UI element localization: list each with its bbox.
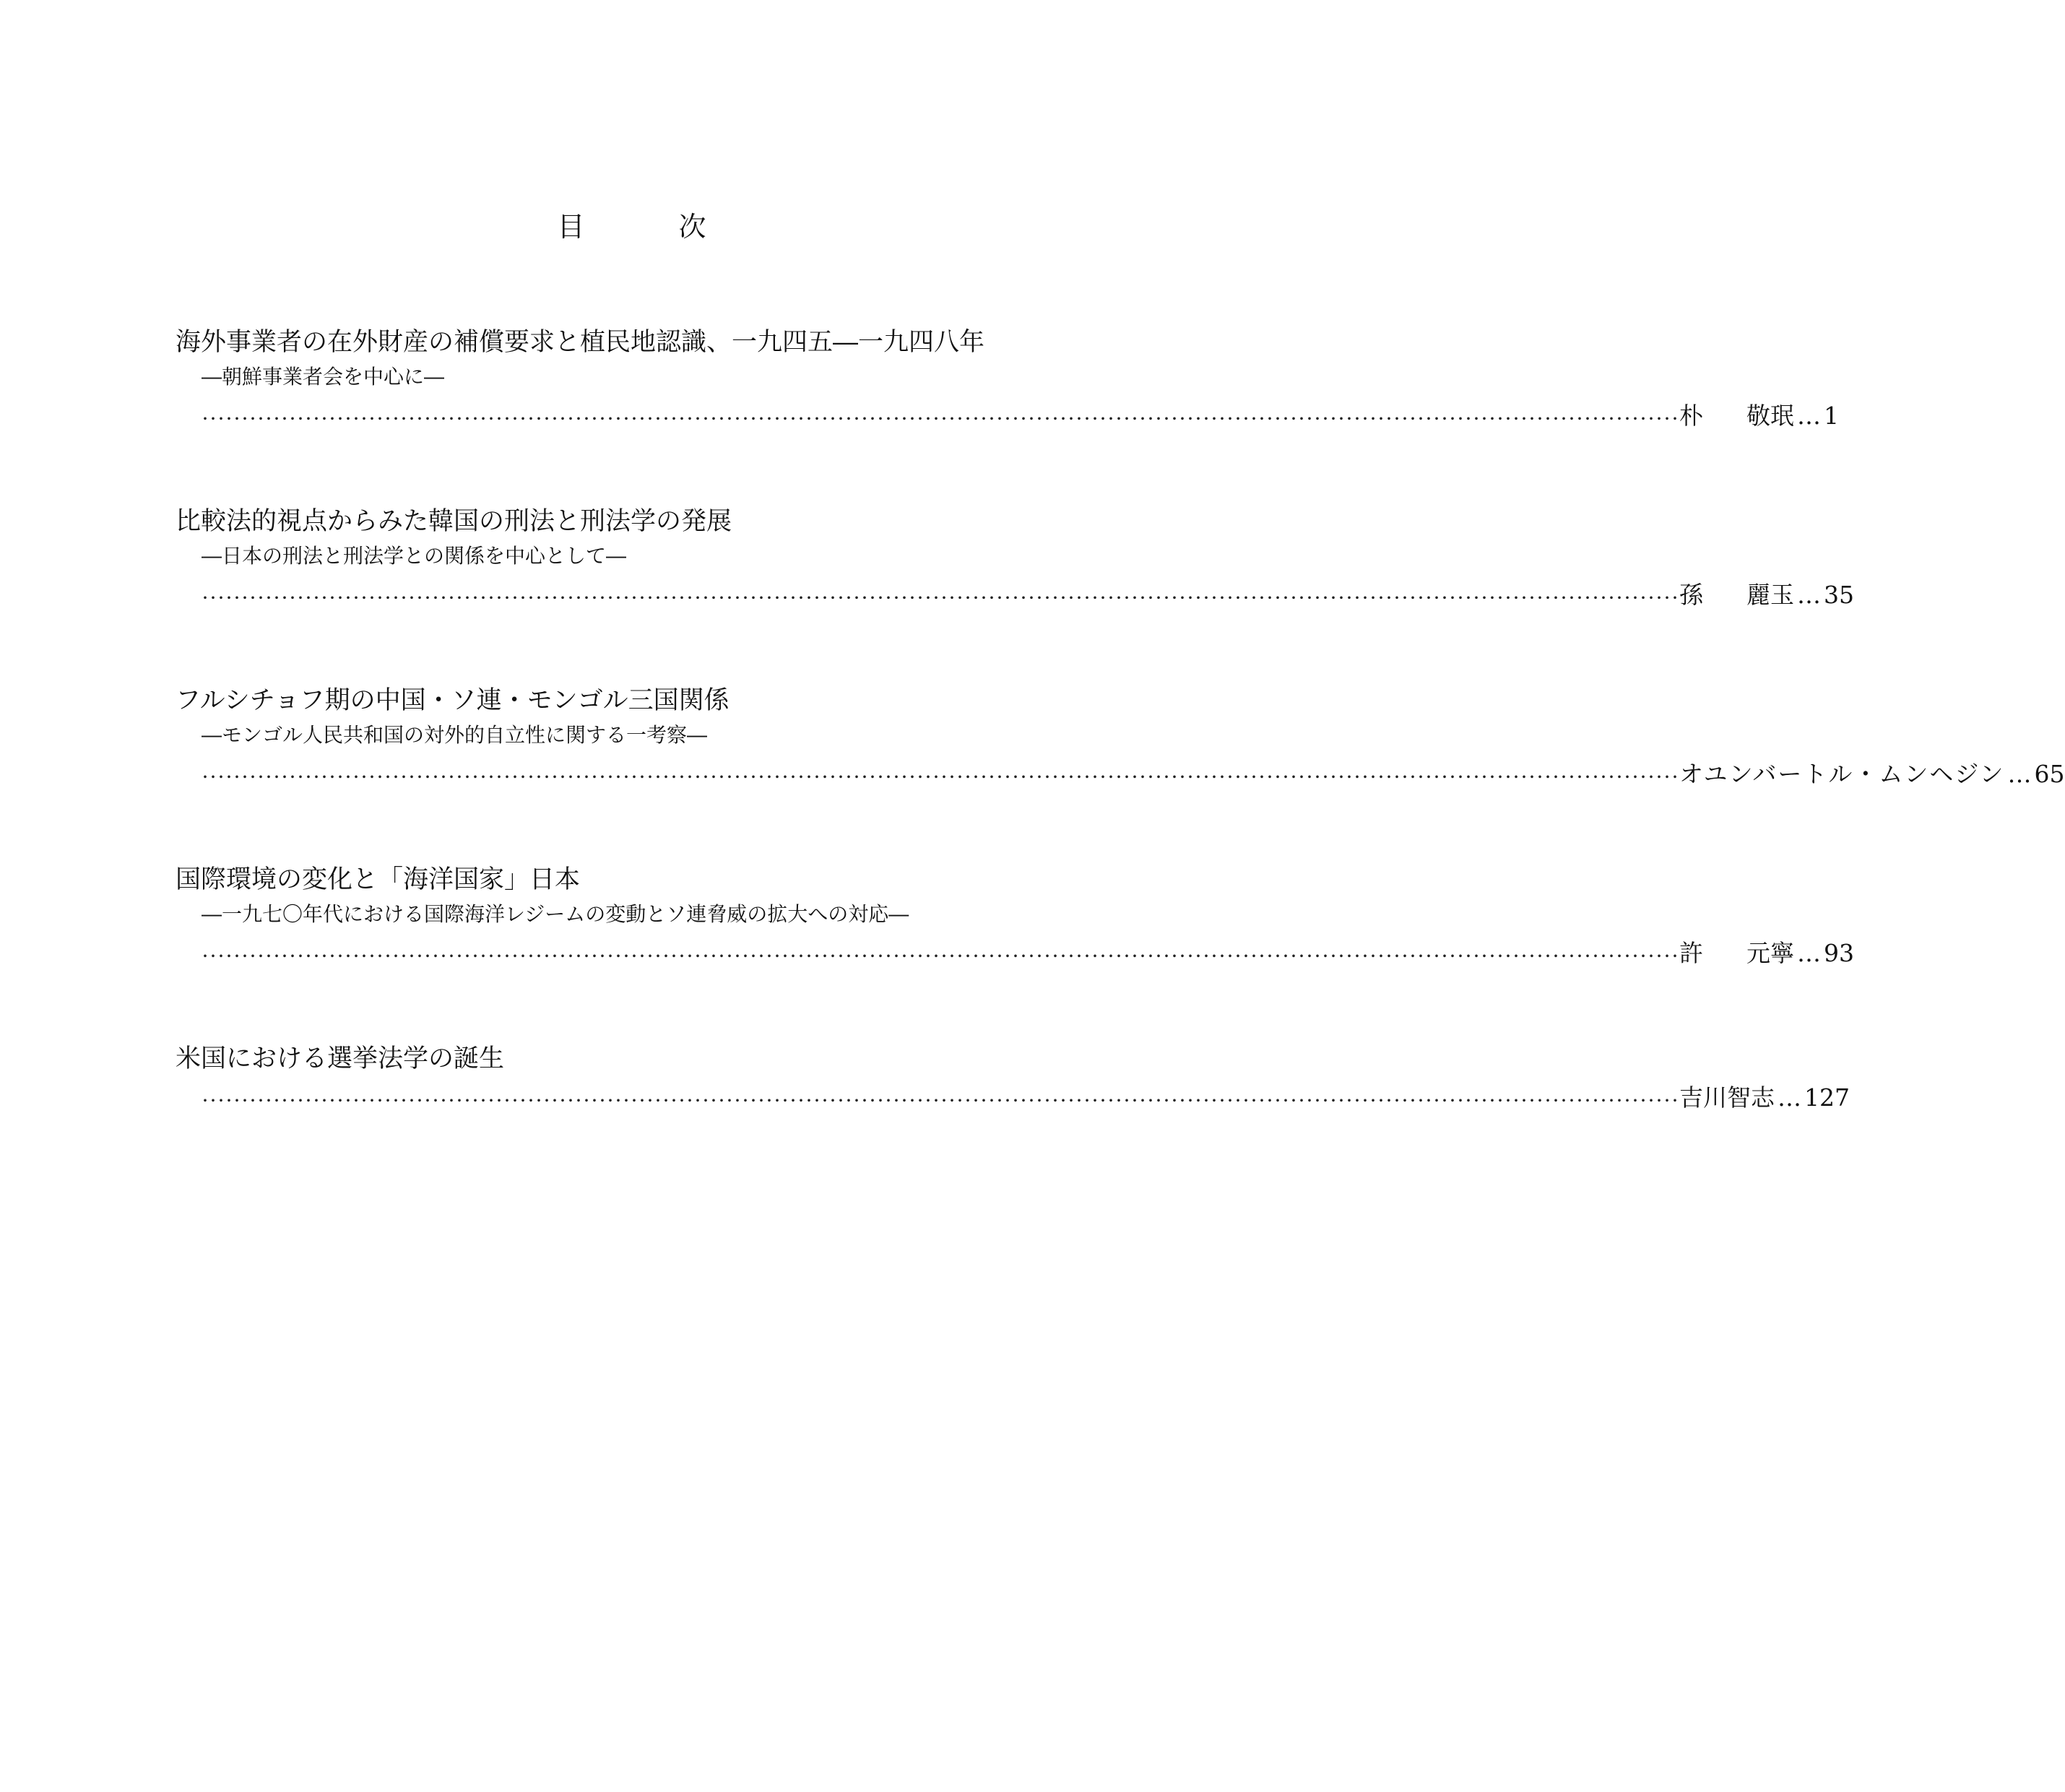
table-of-contents [176,324,2065,1115]
dot-leader: ･･････････････････････････････････････････････････････････････････････････････････････････････････････････････････････････････････････････････････････････････････････････････････････････ [202,410,1679,428]
title-char-2: 次 [678,211,706,243]
entry-title[interactable]: 海外事業者の在外財産の補償要求と植民地認識、一九四五―一九四八年 [176,328,985,357]
toc-entry-1[interactable] [176,324,1839,433]
entry-title[interactable]: 国際環境の変化と「海洋国家」日本 [176,865,581,894]
entry-author: 孫 麗 玉 [1679,581,1794,609]
entry-page-number[interactable]: 65 [2034,760,2065,788]
dot-leader: ･･････････････････････････････････････････････････････････････････････････････････････････････････････････････････････････････････････････････････････････････････････････････････････････ [202,948,1679,965]
entry-page-number[interactable]: 93 [1824,939,1854,967]
entry-author: 許 元 寧 [1679,939,1794,967]
dot-leader: ･･････････････････････････････････････････････････････････････････････････････････････････････････････････････････････････････････････････････････････････････････････････････････････････ [202,769,1679,786]
entry-subtitle: ―一九七〇年代における国際海洋レジームの変動とソ連脅威の拡大への対応― [202,902,909,926]
entry-leader-line [176,930,1854,971]
entry-page-number[interactable]: 127 [1804,1083,1850,1112]
ellipsis: … [1797,939,1821,967]
ellipsis: … [1797,581,1821,609]
toc-entry-2[interactable] [176,503,1854,613]
entry-leader-line [176,572,1854,613]
entry-page-number[interactable]: 35 [1824,581,1854,609]
entry-leader-line [176,1078,1850,1115]
ellipsis: … [1797,402,1821,430]
entry-subtitle: ―日本の刑法と刑法学との関係を中心として― [202,544,627,568]
entry-title[interactable]: 米国における選挙法学の誕生 [176,1044,505,1073]
title-char-1: 目 [557,211,585,243]
entry-author: 吉 川 智 志 [1679,1083,1775,1112]
page-title [0,205,1263,248]
toc-entry-5[interactable] [176,1040,1850,1115]
toc-entry-4[interactable] [176,861,1854,971]
entry-subtitle: ―モンゴル人民共和国の対外的自立性に関する一考察― [202,723,708,747]
entry-title[interactable]: 比較法的視点からみた韓国の刑法と刑法学の発展 [176,507,732,536]
ellipsis: … [1778,1083,1801,1112]
dot-leader: ･･････････････････････････････････････････････････････････････････････････････････････････････････････････････････････････････････････････････････････････････････････････････････････････ [202,589,1679,607]
entry-author: オユンバートル・ムンヘジン [1679,760,2005,788]
ellipsis: … [2007,760,2032,788]
entry-title[interactable]: フルシチョフ期の中国・ソ連・モンゴル三国関係 [176,686,730,715]
toc-entry-3[interactable] [176,682,2065,792]
entry-subtitle: ―朝鮮事業者会を中心に― [202,365,445,389]
entry-author: 朴 敬 珉 [1679,402,1794,430]
dot-leader: ･･････････････････････････････････････････････････････････････････････････････････････････････････････････････････････････････････････････････････････････････････････････････････････････ [202,1092,1679,1109]
entry-leader-line [176,751,2065,792]
entry-leader-line [176,393,1839,433]
entry-page-number[interactable]: 1 [1824,402,1839,430]
